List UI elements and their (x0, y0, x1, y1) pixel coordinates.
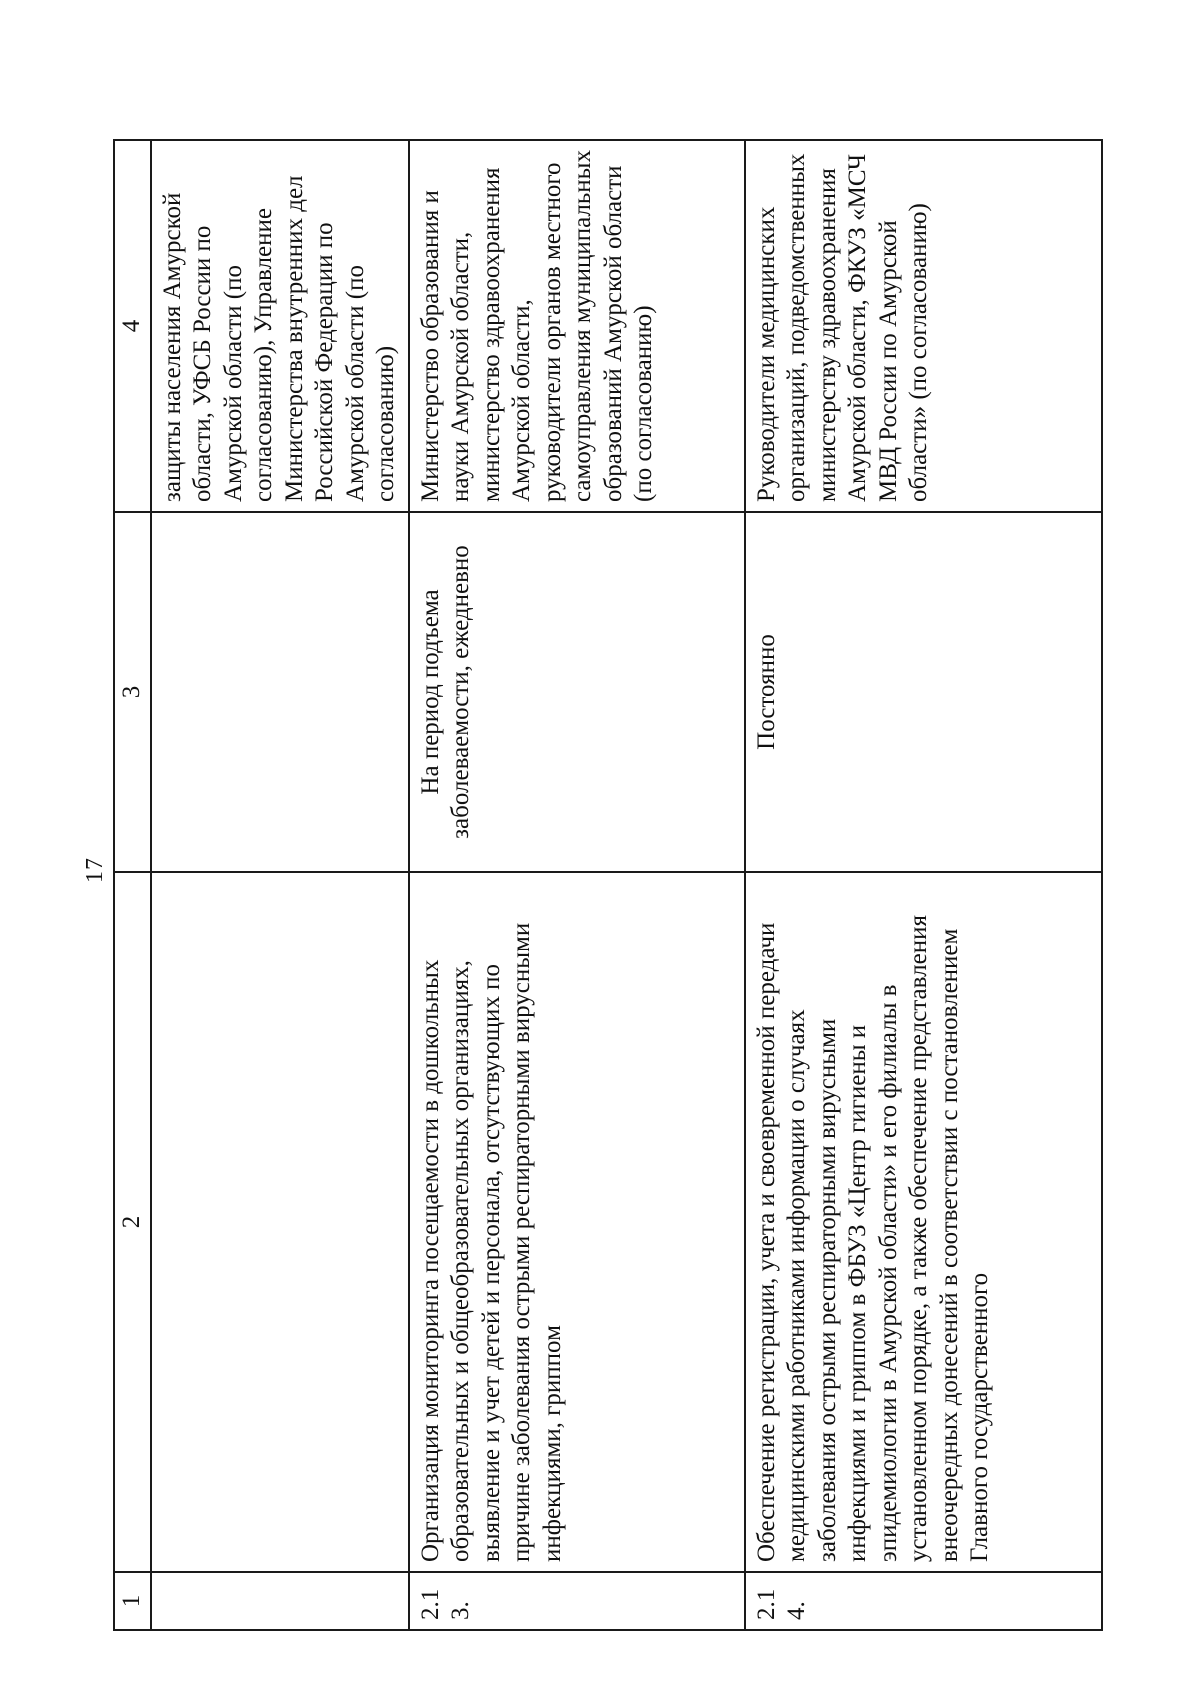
executors-text: Руководители медицинских организаций, подведомственных министерству здравоохранения Амурской области, ФКУЗ «МСЧ МВД России по Амурской области» (по согласованию) (745, 140, 1102, 512)
page-number: 17 (82, 857, 108, 883)
table-row (151, 140, 409, 1630)
period-text (151, 512, 409, 872)
row-number (151, 1572, 409, 1630)
column-header-2: 2 (114, 872, 151, 1572)
row-number: 2.13. (409, 1572, 745, 1630)
measure-text (151, 872, 409, 1572)
column-header-3: 3 (114, 512, 151, 872)
row-number: 2.14. (745, 1572, 1102, 1630)
period-text: На период подъема заболеваемости, ежедневно (409, 512, 745, 872)
measure-text: Обеспечение регистрации, учета и своевременной передачи медицинскими работниками информации о случаях заболевания острыми респираторными вирусными инфекциями и гриппом в ФБУЗ «Центр гигиены и эпидемиологии в Амурской области» и его филиалы в установленном порядке, а также обеспечение представления внеочередных донесений в соответствии с постановлением Главного государственного (745, 872, 1102, 1572)
period-text: Постоянно (745, 512, 1102, 872)
column-header-4: 4 (114, 140, 151, 512)
column-header-1: 1 (114, 1572, 151, 1630)
table-row (409, 140, 745, 1630)
table-row (745, 140, 1102, 1630)
table-header-row (114, 140, 151, 1630)
measures-table (113, 139, 1103, 1631)
measure-text: Организация мониторинга посещаемости в дошкольных образовательных и общеобразовательных организациях, выявление и учет детей и персонала, отсутствующих по причине заболевания острыми респираторными вирусными инфекциями, гриппом (409, 872, 745, 1572)
executors-text: защиты населения Амурской области, УФСБ России по Амурской области (по согласованию), Управление Министерства внутренних дел Российской Федерации по Амурской области (по согласованию) (151, 140, 409, 512)
executors-text: Министерство образования и науки Амурской области, министерство здравоохранения Амурской области, руководители органов местного самоуправления муниципальных образований Амурской области (по согласованию) (409, 140, 745, 512)
